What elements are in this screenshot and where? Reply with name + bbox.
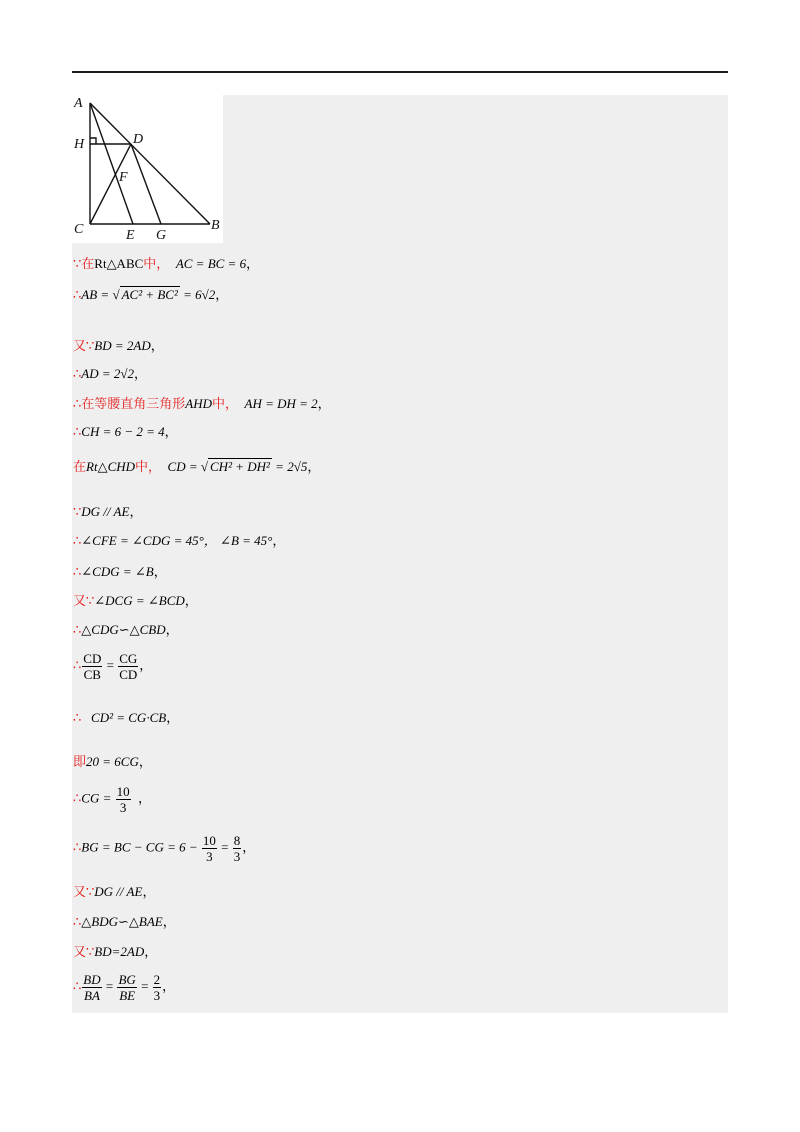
solution-line: 又∵BD = 2AD， [73, 338, 164, 354]
solution-line: ∴BG = BC − CG = 6 − $\frac{10}{3}$ = $\frac{8}{3}$ ， [73, 833, 256, 864]
solution-line: ∴ $\frac{BD}{BA}$ = $\frac{BG}{BE}$ = $\frac{2}{3}$ ， [73, 972, 176, 1003]
solution-line: ∴△BDG∽△BAE， [73, 914, 176, 930]
label-b: B [211, 218, 220, 233]
label-a: A [74, 96, 83, 111]
label-f: F [119, 170, 128, 185]
triangle-diagram [72, 95, 223, 243]
label-c: C [74, 222, 84, 237]
solution-line: ∴∠CFE = ∠CDG = 45°， ∠B = 45°， [73, 533, 286, 549]
solution-line: 又∵∠DCG = ∠BCD， [73, 593, 198, 609]
geometry-figure [72, 95, 223, 243]
solution-line: ∴AB = √ AC² + BC² = 6√2， [73, 287, 229, 303]
solution-line: 又∵BD=2AD， [73, 944, 158, 960]
label-h: H [74, 137, 85, 152]
right-angle-mark [90, 138, 96, 144]
solution-line: ∴AD = 2√2， [73, 366, 148, 382]
solution-line: ∴CH = 6 − 2 = 4， [73, 424, 178, 440]
solution-line: ∴∠CDG = ∠B， [73, 564, 167, 580]
solution-line: 又∵DG // AE， [73, 884, 156, 900]
label-g: G [156, 228, 167, 243]
solution-line: ∴△CDG∽△CBD， [73, 622, 179, 638]
segment-dg [131, 144, 161, 224]
solution-line: 在Rt△CHD中， CD = √ CH² + DH² = 2√5， [73, 459, 321, 475]
solution-line: ∴在等腰直角三角形AHD中， AH = DH = 2， [73, 396, 331, 412]
solution-line: ∴ $\frac{CD}{CB}$ = $\frac{CG}{CD}$ ， [73, 651, 153, 682]
solution-line: ∴CG = $\frac{10}{3}$ ， [73, 784, 152, 815]
segment-ae [90, 103, 133, 224]
solution-line: 即20 = 6CG， [73, 754, 152, 770]
solution-line: ∵DG // AE， [73, 504, 143, 520]
solution-line: ∵在Rt△ABC中， AC = BC = 6， [73, 256, 260, 272]
label-d: D [133, 132, 144, 147]
header-rule [72, 71, 728, 73]
label-e: E [126, 228, 135, 243]
segment-ab [90, 103, 210, 224]
solution-line: ∴ CD² = CG·CB， [73, 710, 180, 726]
